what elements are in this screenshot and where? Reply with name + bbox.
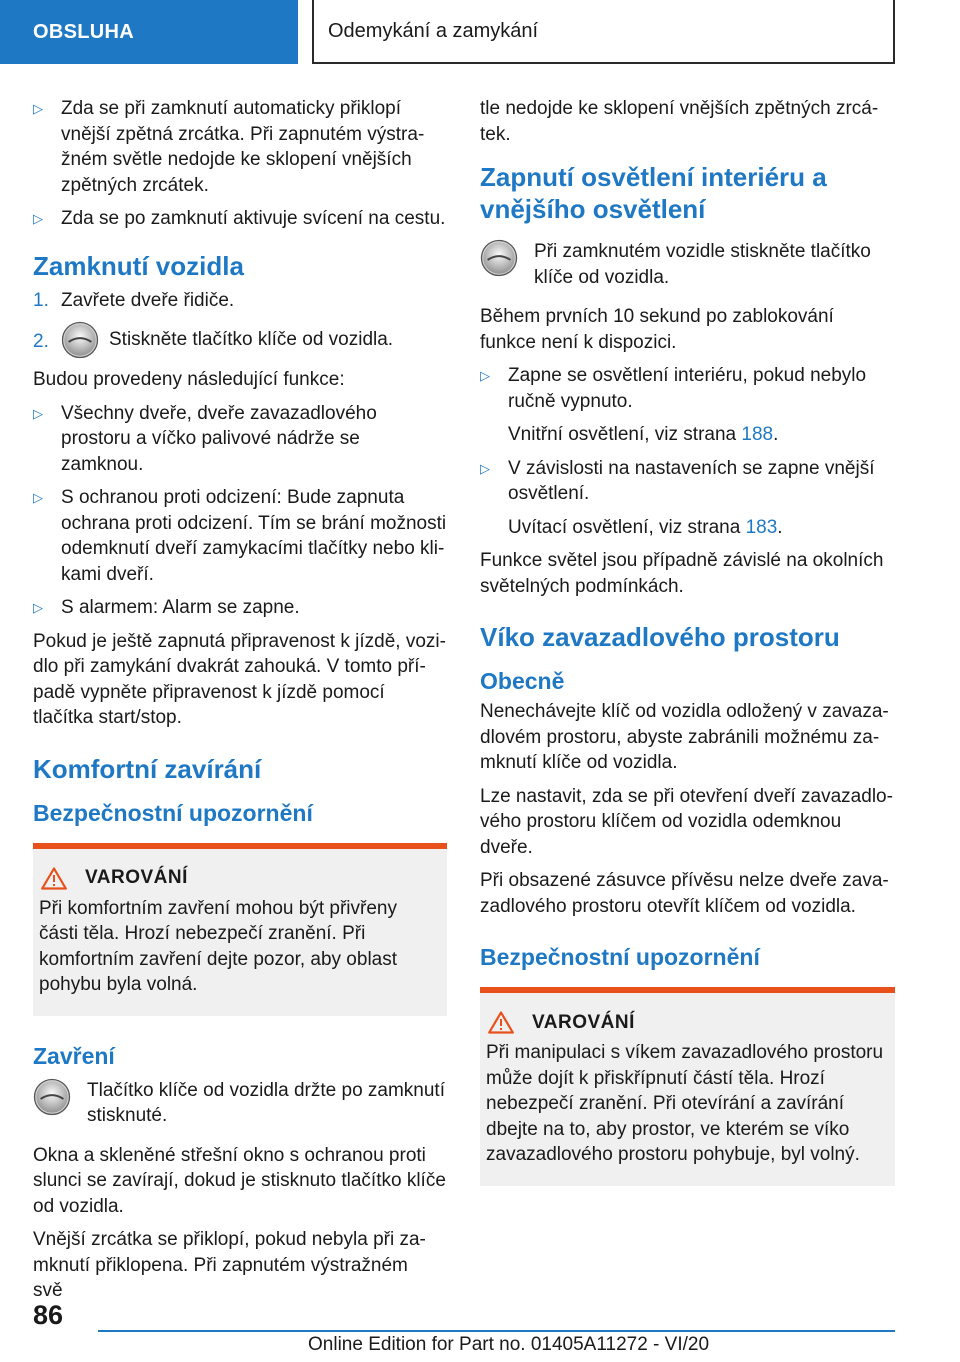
list-item (480, 363, 895, 414)
triangle-bullet-icon: ▷ (33, 405, 43, 421)
step-number: 2. (33, 331, 49, 352)
triangle-bullet-icon: ▷ (33, 101, 43, 116)
bullet-text: S alarmem: Alarm se zapne. (61, 597, 300, 618)
list-item (33, 485, 447, 587)
triangle-bullet-icon: ▷ (33, 490, 43, 505)
step-number: 1. (33, 289, 49, 311)
general-paragraph: Při obsazené zásuvce přívěsu nelze dveře zavazadlového prostoru otevřít klíčem od vozidla. (480, 870, 889, 917)
continued-text: tle nedojde ke sklopení vnějších zpětných zrcátek. (480, 98, 879, 145)
list-item (480, 456, 895, 507)
cross-reference-text: Uvítací osvětlení, viz strana (508, 516, 746, 538)
page-link[interactable]: 188 (741, 424, 774, 445)
functions-intro: Budou provedeny následující funkce: (33, 369, 345, 390)
heading-safety-notes: Bezpečnostní upozornění (33, 799, 313, 826)
cross-reference-text: Vnitřní osvětlení, viz strana (508, 424, 742, 445)
warning-triangle-icon (488, 1011, 514, 1034)
list-item (33, 206, 447, 232)
list-item (33, 96, 447, 198)
warning-title-text: VAROVÁNÍ (532, 1011, 635, 1033)
bullet-text: Všechny dveře, dveře zavazadlového prostoru a víčko palivové nádrže se zamknou. (61, 402, 377, 475)
key-instruction-text: Tlačítko klíče od vozidla držte po zamknutí stisknuté. (87, 1079, 445, 1126)
warning-box (33, 843, 447, 1016)
cross-reference: Uvítací osvětlení, viz strana 183. (508, 516, 783, 538)
step-text (61, 321, 393, 359)
triangle-bullet-icon: ▷ (33, 211, 43, 226)
general-paragraph: Lze nastavit, zda se při otevření dveří zavazadlového prostoru klíčem od vozidla odemknou dveře. (480, 785, 893, 858)
left-column (33, 96, 447, 1312)
list-item (33, 595, 447, 621)
triangle-bullet-icon: ▷ (33, 600, 43, 615)
close-mirrors-text: Vnější zrcátka se přiklopí, pokud nebyla při zamknutí přiklopena. Při zapnutém výstražném svě (33, 1229, 426, 1301)
warning-text: Při manipulaci s víkem zavazadlového prostoru může dojít k přiskřípnutí částí těla. Hrozí nebezpečí zranění. Při otevírání a zavírání dbejte na to, aby prostor, ve kterém se víko zavazadlového prostoru pohybuje, byl volný. (486, 1042, 884, 1165)
heading-safety-notes: Bezpečnostní upozornění (480, 944, 760, 970)
car-key-button-icon (33, 1078, 71, 1121)
warning-box (480, 987, 895, 1186)
section-title: OBSLUHA (33, 20, 134, 43)
cross-reference: Vnitřní osvětlení, viz strana 188. (508, 424, 779, 445)
heading-trunk-lid: Víko zavazadlového prostoru (480, 622, 840, 652)
warning-title-text: VAROVÁNÍ (85, 867, 188, 888)
bullet-text: Zapne se osvětlení interiéru, pokud nebylo ručně vypnuto. (508, 365, 867, 412)
step-text-label: Stiskněte tlačítko klíče od vozidla. (109, 329, 394, 351)
key-instruction (480, 239, 895, 290)
triangle-bullet-icon: ▷ (480, 368, 490, 383)
step-item (33, 288, 447, 314)
warning-triangle-icon (41, 867, 67, 890)
step-text: Zavřete dveře řidiče. (61, 289, 235, 311)
footer-edition: Online Edition for Part no. 01405A11272 - VI/20 (308, 1334, 710, 1355)
key-instruction (33, 1078, 447, 1129)
chapter-title: Odemykání a zamykání (328, 19, 539, 42)
step-item (33, 321, 447, 359)
heading-general: Obecně (480, 668, 565, 694)
page-link[interactable]: 183 (745, 516, 778, 538)
list-item (33, 401, 447, 478)
car-key-button-icon (480, 239, 518, 282)
bullet-text: Zda se po zamknutí aktivuje svícení na cestu. (61, 208, 446, 229)
light-dependency-text: Funkce světel jsou případně závislé na okolních světelných podmínkách. (480, 550, 884, 597)
footer-divider (98, 1330, 895, 1332)
warning-text: Při komfortním zavření mohou být přivřeny části těla. Hrozí nebezpečí zranění. Při komfortním zavření dejte pozor, aby oblast pohybu byla volná. (39, 897, 398, 995)
heading-closing: Zavření (33, 1042, 115, 1069)
bullet-text: Zda se při zamknutí automaticky přiklopí vnější zpětná zrcátka. Při zapnutém výstražném světle nedojde ke sklopení vnějších zpětných zrcátek. (61, 98, 425, 196)
page-number: 86 (33, 1300, 64, 1330)
triangle-bullet-icon: ▷ (480, 460, 490, 476)
warning-title (39, 867, 439, 890)
key-instruction-text: Při zamknutém vozidle stiskněte tlačítko klíče od vozidla. (534, 241, 871, 288)
bullet-text: V závislosti na nastaveních se zapne vnější osvětlení. (508, 457, 875, 504)
close-windows-text: Okna a skleněné střešní okno s ochranou proti slunci se zavírají, dokud je stisknuto tlačítko klíče od vozidla. (33, 1144, 446, 1217)
car-key-button-icon (61, 321, 99, 359)
lighting-note: Během prvních 10 sekund po zablokování funkce není k dispozici. (480, 306, 834, 353)
heading-comfort-closing: Komfortní zavírání (33, 753, 262, 784)
section-tab (0, 0, 298, 64)
general-paragraph: Nenechávejte klíč od vozidla odložený v zavazadlovém prostoru, abyste zabránili možnému zamknutí klíče od vozidla. (480, 701, 889, 773)
chapter-header (312, 0, 895, 64)
bullet-text: S ochranou proti odcizení: Bude zapnuta ochrana proti odcizení. Tím se brání možnosti odemknutí dveří zamykacími tlačítky nebo klikami dveří. (61, 487, 447, 585)
heading-lighting: Zapnutí osvětlení interiéru a vnějšího osvětlení (480, 162, 827, 224)
drive-ready-note: Pokud je ještě zapnutá připravenost k jízdě, vozidlo při zamykání dvakrát zahouká. V tomto případě vypněte připravenost k jízdě pomocí tlačítka start/stop. (33, 630, 446, 728)
right-column (480, 96, 895, 1206)
heading-lock-vehicle: Zamknutí vozidla (33, 250, 244, 281)
warning-title (486, 1011, 887, 1034)
